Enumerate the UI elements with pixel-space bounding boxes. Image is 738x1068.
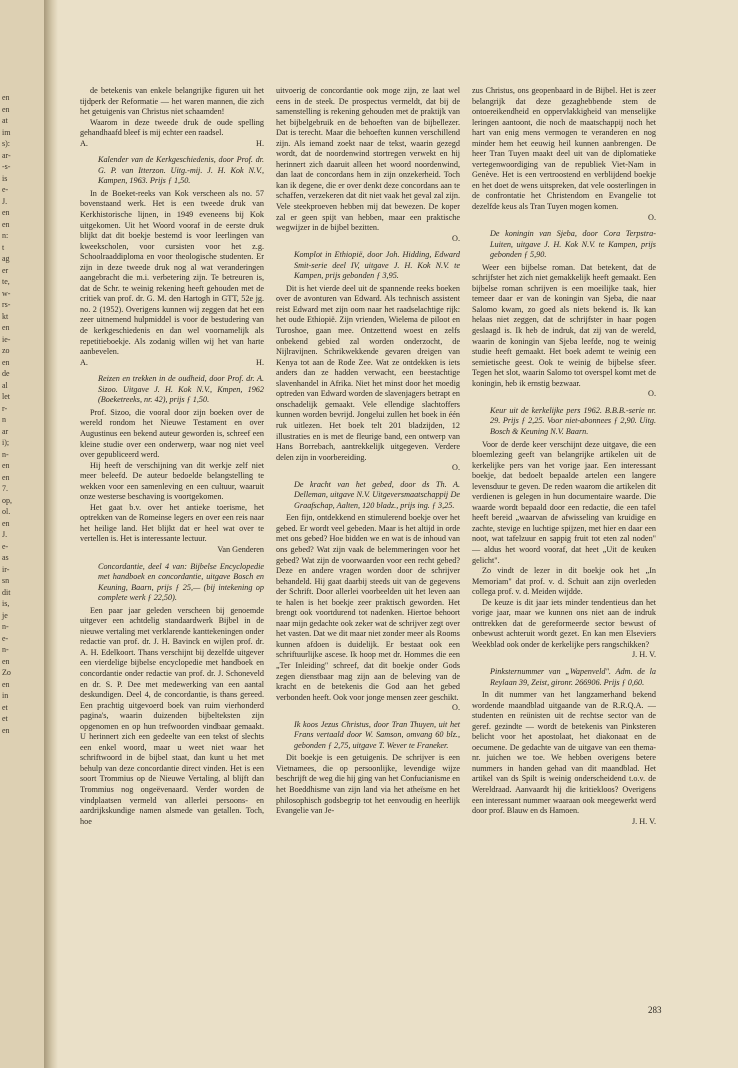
fragment-text: Zo [2, 668, 11, 677]
fragment-text: r- [2, 403, 8, 413]
review-book-title: Pinksternummer van „Wapenveld". Adm. de la Reylaan 39, Zeist, gironr. 266906. Prijs ƒ 0,60. [490, 666, 656, 687]
review-signature: Van Genderen [217, 544, 264, 554]
fragment-text: is, [2, 599, 10, 608]
fragment-text: kt [2, 311, 9, 321]
review-paragraph: Prof. Sizoo, die vooral door zijn boeken over de wereld rondom het Nieuwe Testament en over Augustinus een bekend auteur geworden is, schreef een kleine studie over een onderwerp, waar nog niet veel over gepubliceerd werd. [80, 407, 264, 460]
fragment-text: n: [2, 231, 9, 240]
fragment-text: n- [2, 622, 9, 631]
fragment-text: en [2, 208, 10, 217]
review-book-title: Ik koos Jezus Christus, door Tran Thuyen, uit het Frans vertaald door W. Samson, omvang 60 blz., gebonden ƒ 2,75, uitgave T. Wever te Franeker. [294, 719, 460, 750]
fragment-text: en [2, 323, 10, 332]
fragment-text: s): [2, 139, 10, 148]
fragment-text: n [2, 415, 6, 424]
column-3 [472, 86, 656, 827]
fragment-text: e- [2, 541, 9, 551]
review-paragraph: de betekenis van enkele belangrijke figuren uit het tijdperk der Reformatie — het waren mannen, die zich het getuigenis van Christus niet schaamden! [80, 86, 264, 117]
review-paragraph: Dit is het vierde deel uit de spannende reeks boeken over de avonturen van Edward. Als technisch assistent reist Edward met zijn oom naar het raadselachtige rijk: het oude Ethiopië. Zijn vrienden, Wielema de piloot en Turoshoe, gaan mee. Ontzettend woest en zelfs onbekend gebied zal worden onderzocht, de Nijlravijnen. Schrikwekkende gevaren dreigen van Kenya tot aan de Rode Zee. Wat ze ontdekken is iets anders dan ze hadden verwacht, een beestachtige slavenhandel in Afrika. Niet het minst door het moedig optreden van Edward worden de slavenjagers betrapt en onschadelijk gemaakt. Vele ellendige slachtoffers kunnen worden bevrijd. Jongelui zullen het boek in één ruk uitlezen. Het boek telt 201 bladzijden, 12 illustraties en is met de fleurige band, een ontwerp van Hans Borrebach, aantrekkelijk uitgegeven. Verdere delen zijn in voorbereiding. [276, 283, 460, 462]
fragment-text: rs- [2, 300, 11, 309]
fragment-text: at [2, 116, 8, 125]
fragment-text: en [2, 472, 10, 482]
review-paragraph: Een paar jaar geleden verscheen bij genoemde uitgever een achtdelig standaardwerk Bijbel in de nieuwe vertaling met verklarende kanttekeningen onder redactie van prof. dr. J. H. Bavinck en wijlen prof. dr. A. H. Edelkoort. Thans verschijnt bij dezelfde uitgever een vierdelige bijbelse encyclopedie met handboek en concordantie onder redactie van prof. dr. J. Schoneveld en dr. S. P. Dee met medewerking van een aantal deskundigen. Deel 4, de concordantie, is thans gereed. Een prachtig uitgevoerd boek van ruim vierhonderd pagina's, waarin duizenden bijbelteksten zijn opgenomen en op hun trefwoorden vindbaar gemaakt. U herinnert zich een gedeelte van een tekst of slechts een enkel woord, maar u weet niet waar het schriftwoord in de bijbel staat, dan kunt u het met behulp van deze concordantie direct vinden. Het is een soort Trommius op de Nieuwe Vertaling, al blijft dan Trommius nog ongeëvenaard. Verder worden de vindplaatsen vermeld van allerlei persoons- en aardrijkskundige namen alsmede van getallen. Toch, hoe [80, 605, 264, 826]
review-paragraph: Voor de derde keer verschijnt deze uitgave, die een bloemlezing geeft van belangrijke artikelen uit de kerkelijke pers van het vorige jaar. Een interessant boekje, dat bedoelt bepaalde artelen een langere levensduur te geven. De reden waarom die artikelen dit verdienen is gelegen in hun documentaire waarde. Die waarde wordt bepaald door een redactie, die een tafel heeft bereid „waarvan de afwisseling van kruidige en zachte, stevige en luchtige spijzen, met hier en daar een noot, wat tafelzuur en sappig fruit tot eten zal noden" — aldus het woord vooraf, dat heet „Uit de keuken gelicht". [472, 439, 656, 565]
review-signature: J. H. V. [631, 650, 656, 660]
review-signature: O. [452, 463, 460, 473]
fragment-text: al [2, 380, 8, 390]
fragment-text: ar [2, 426, 9, 436]
fragment-text: er [2, 265, 9, 275]
fragment-text: e- [2, 633, 9, 643]
review-book-title: De koningin van Sjeba, door Cora Terpstra-Luiten, uitgave J. H. Kok N.V. te Kampen, prijs gebonden ƒ 5,90. [490, 229, 656, 260]
review-paragraph: In dit nummer van het langzamerhand bekend wordende maandblad uitgaande van de R.R.Q.A. — studenten en reünisten uit de rechtse sector van de geref. gezindte — wordt de betekenis van Pinksteren belicht voor het apostolaat, het diakonaat en de oecumene. De gedachte van de uitgave van een thema-nr. juichen we toe. We hebben overigens betere nummers in handen gehad van dit maandblad. Het artikel van ds Spilt is weinig onderscheidend t.o.v. de Wereldraad. Aanvaardt hij die kritiekloos? Overigens een interessant nummer waaraan ook meegewerkt werd door prof. Blauw en ds Hamoen. [472, 690, 656, 816]
signature-left: A. [80, 138, 88, 148]
fragment-text: et [2, 702, 8, 712]
review-signature: O. [452, 233, 460, 243]
review-book-title: De kracht van het gebed, door ds Th. A. Delleman, uitgave N.V. Uitgeversmaatschappij De Graafschap, Aalten, 120 bladz., prijs ing. ƒ 3,25. [294, 479, 460, 510]
fragment-text: e- [2, 185, 9, 194]
fragment-text: n- [2, 449, 9, 459]
fragment-text: ag [2, 254, 10, 263]
review-paragraph: In de Boeket-reeks van Kok verscheen als no. 57 bovenstaand werk. Het is een tweede druk van Kerkhistorische lijnen, in 1949 eveneens bij Kok uitgekomen. Uit het Woord vooraf in de eerste druk blijkt dat dit boekje bestemd is voor leerlingen van kweekscholen, voor cursisten voor het z.g. Schoolraaddiploma en voor theologische studenten. Er zijn in deze tweede druk nog al wat veranderingen aangebracht die m.i. verbetering zijn. Te betreuren is, dat de Schr. te weinig rekening heeft gehouden met de critiek van prof. dr. G. M. den Hartogh in GTT, 52e jg. no. 2 (1952). Overigens kunnen wij zeggen dat het een zeer uitnemend hulpmiddel is voor de bestudering van de kerkgeschiedenis en dan wel voornamelijk als repetitieboekje. Als zodanig willen wij het van harte aanbevelen. [80, 188, 264, 357]
review-paragraph: Weer een bijbelse roman. Dat betekent, dat de schrijfster het zich niet gemakkelijk heeft gemaakt. Een bijbelse roman schrijven is een moeilijke taak, hier temeer daar er van de koningin van Sjeba, die naar Salomo kwam, zo goed als niets bekend is. Ik kan helaas niet zeggen, dat de schrijfster in haar pogen geslaagd is. Ik heb de indruk, dat zij van de wereld, waarin de koningin van Sjeba leefde, nog te weinig studie heeft gemaakt. Het boek ademt te weinig een semietische geest. Ook te weinig de bijbelse sfeer. Tegen het slot, waarin Salomo tot overspel komt met de koningin, heb ik ernstig bezwaar. [472, 262, 656, 388]
fragment-text: en [2, 518, 10, 528]
column-2 [276, 86, 460, 817]
fragment-text: de [2, 369, 10, 378]
fragment-text: n- [2, 645, 9, 654]
fragment-text: en [2, 93, 10, 102]
fragment-text: en [2, 357, 10, 367]
column-1 [80, 86, 264, 827]
signature-right: H. [256, 357, 264, 367]
fragment-text: en [2, 461, 10, 470]
fragment-text: i); [2, 438, 10, 447]
review-book-title: Komplot in Ethiopië, door Joh. Hidding, Edward Smit-serie deel IV, uitgave J. H. Kok N.V. te Kampen, prijs gebonden ƒ 3,95. [294, 250, 460, 281]
review-paragraph: Dit boekje is een getuigenis. De schrijver is een Vietnamees, die op persoonlijke, levendige wijze beschrijft de weg die hij ging van het Confucianisme en het Boeddhisme van zijn land via het atheïsme en het philosophisch godsbegrip tot het eenvoudig en heerlijk Evangelie van Je- [276, 753, 460, 816]
fragment-text: ie- [2, 334, 11, 344]
fragment-text: ir- [2, 564, 10, 574]
fragment-text: let [2, 392, 10, 401]
review-signature: O. [648, 389, 656, 399]
signature-right: H. [256, 138, 264, 148]
review-signature: O. [452, 703, 460, 713]
fragment-text: t [2, 242, 5, 252]
review-book-title: Concordantie, deel 4 van: Bijbelse Encyclopedie met handboek en concordantie, uitgave Bosch en Keuning, Baarn, prijs ƒ 25,— (bij intekening op complete werk ƒ 22,50). [98, 561, 264, 603]
fragment-text: en [2, 656, 10, 666]
fragment-text: im [2, 127, 11, 137]
fragment-text: te, [2, 277, 10, 286]
review-signature: O. [648, 212, 656, 222]
fragment-text: ar- [2, 150, 11, 160]
fragment-text: en [2, 104, 10, 114]
page-gutter [44, 0, 58, 1068]
signature-left: A. [80, 357, 88, 367]
fragment-text: is [2, 173, 8, 183]
fragment-text: sn [2, 576, 10, 585]
fragment-text: 7. [2, 484, 8, 493]
fragment-text: in [2, 691, 9, 700]
page-number: 283 [648, 1005, 662, 1015]
review-paragraph: Zo vindt de lezer in dit boekje ook het „In Memoriam" dat prof. v. d. Schuit aan zijn overleden collega prof. v. d. Meiden wijdde. [472, 566, 656, 597]
fragment-text: je [2, 610, 8, 620]
fragment-text: en [2, 219, 10, 229]
review-paragraph: Hij heeft de verschijning van dit werkje zelf niet meer beleefd. De auteur bedoelde belangstelling te wekken voor een samenleving en een cultuur, waaruit onze westerse beschaving is voortgekomen. [80, 460, 264, 502]
review-signature [80, 139, 264, 150]
fragment-text: en [2, 725, 10, 735]
review-paragraph: Het gaat b.v. over het antieke toerisme, het optrekken van de Romeinse legers en over een reis naar het heilige land. Het blijkt dat er heel wat over te vertellen is. Het is interessante lectuur. [80, 502, 264, 544]
review-book-title: Reizen en trekken in de oudheid, door Prof. dr. A. Sizoo. Uitgave J. H. Kok N.V., Kmpen, 1962 (Boeketreeks, nr. 42), prijs ƒ 1,50. [98, 374, 264, 405]
fragment-text: -s- [2, 162, 11, 171]
review-paragraph: Een fijn, ontdekkend en stimulerend boekje over het gebed. Er wordt veel gebeden. Maar is het altijd in orde met ons gebed? Hoe bidden we en wat is de inhoud van ons gebed? Wat zijn vaak de belemmeringen voor het gebed? Wat zijn de voorwaarden voor een recht gebed? Deze en andere vragen worden door de schrijver behandeld. Hij gaat daarbij steeds uit van de gegevens der Schrift. Door allerlei voorbeelden uit het leven aan te halen is het boekje zeer praktisch geworden. Het brengt ook voortdurend tot nadenken. Hiertoe behoort naar mijn gedachte ook zeker wat de schrijver zegt over het vasten. Dat we dit maar niet zonder meer als Rooms kunnen afdoen is duidelijk. Er bestaat ook een schriftuurlijke ascese. Ik hoop met dr. Hommes die een „Ter Inleiding" schreef, dat dit boekje onder Gods zegen dienstbaar mag zijn aan de beleving van de kracht en de betekenis die God aan het gebed verbonden heeft. Ook voor jonge mensen zeer geschikt. [276, 513, 460, 702]
fragment-text: et [2, 714, 8, 723]
fragment-text: ol. [2, 507, 11, 516]
fragment-text: zo [2, 346, 10, 355]
fragment-text: J. [2, 530, 8, 539]
review-book-title: Kalender van de Kerkgeschiedenis, door Prof. dr. G. P. van Itterzon. Uitg.-mij. J. H. Kok N.V., Kampen, 1963. Prijs ƒ 1,50. [98, 155, 264, 186]
review-paragraph: De keuze is dit jaar iets minder tendentieus dan het vorige jaar, maar we kunnen ons niet aan de indruk onttrekken dat de gereformeerde sector bewust of onbewust achteruit wordt gezet. En kan men Elseviers Weekblad ook onder de kerkelijke pers rangschikken? [472, 597, 656, 649]
fragment-text: dit [2, 587, 11, 597]
fragment-text: J. [2, 196, 8, 206]
fragment-text: en [2, 679, 10, 689]
fragment-text: w- [2, 288, 11, 298]
fragment-text: op, [2, 495, 12, 505]
review-signature [80, 358, 264, 369]
review-book-title: Keur uit de kerkelijke pers 1962. B.B.B.-serie nr. 29. Prijs ƒ 2,25. Voor niet-abonnees ƒ 2,90. Uitg. Bosch & Keuning N.V. Baarn. [490, 405, 656, 436]
review-paragraph: uitvoerig de concordantie ook moge zijn, ze laat wel eens in de steek. De prospectus vermeldt, dat bij de samenstelling is rekening gehouden met de praktijk van het bijbelgebruik en de behoeften van de bijbellezer. Dat is terecht. Maar die behoeften kunnen verschillend zijn. Als iemand zoekt naar de tekst, waarin gezegd wordt, dat de noordenwind stortregen verwekt en hij herinnert zich daaruit alleen het woord noordenwind, dan laat de concordans hem in zijn onzekerheid. Toch kan ik degene, die er over denkt deze concordans aan te schaffen, verzekeren dat dit niet vaak het geval zal zijn. Vele steekproeven hebben mij dat bewezen. De koper zal er geen spijt van hebben, maar een praktische wegwijzer in de bijbel bezitten. [276, 86, 460, 233]
review-signature: J. H. V. [631, 816, 656, 826]
fragment-text: as [2, 553, 9, 562]
review-paragraph: Waarom in deze tweede druk de oude spelling gehandhaafd bleef is mij echter een raadsel. [80, 117, 264, 138]
review-paragraph: zus Christus, ons geopenbaard in de Bijbel. Het is zeer belangrijk dat deze gezaghebbende stem de ontoereikendheid en oppervlakkigheid van menselijke leringen aantoont, die noch de maatschappij noch het hart van enig mens vermogen te veranderen en nog minder hem het eeuwig heil kunnen aanbrengen. De heer Tran Tuyen maakt deel uit van de diplomatieke vertegenwoordiging van de republiek Viet-Nam in Genève. Het is een vertroostend en verblijdend boekje en het doet de wens uitspreken, dat vele oosterlingen in de confrontatie het Christendom en Evangelie tot dezelfde keus als Tran Tuyen mogen komen. [472, 86, 656, 212]
adjacent-page-fragments [0, 0, 44, 1068]
